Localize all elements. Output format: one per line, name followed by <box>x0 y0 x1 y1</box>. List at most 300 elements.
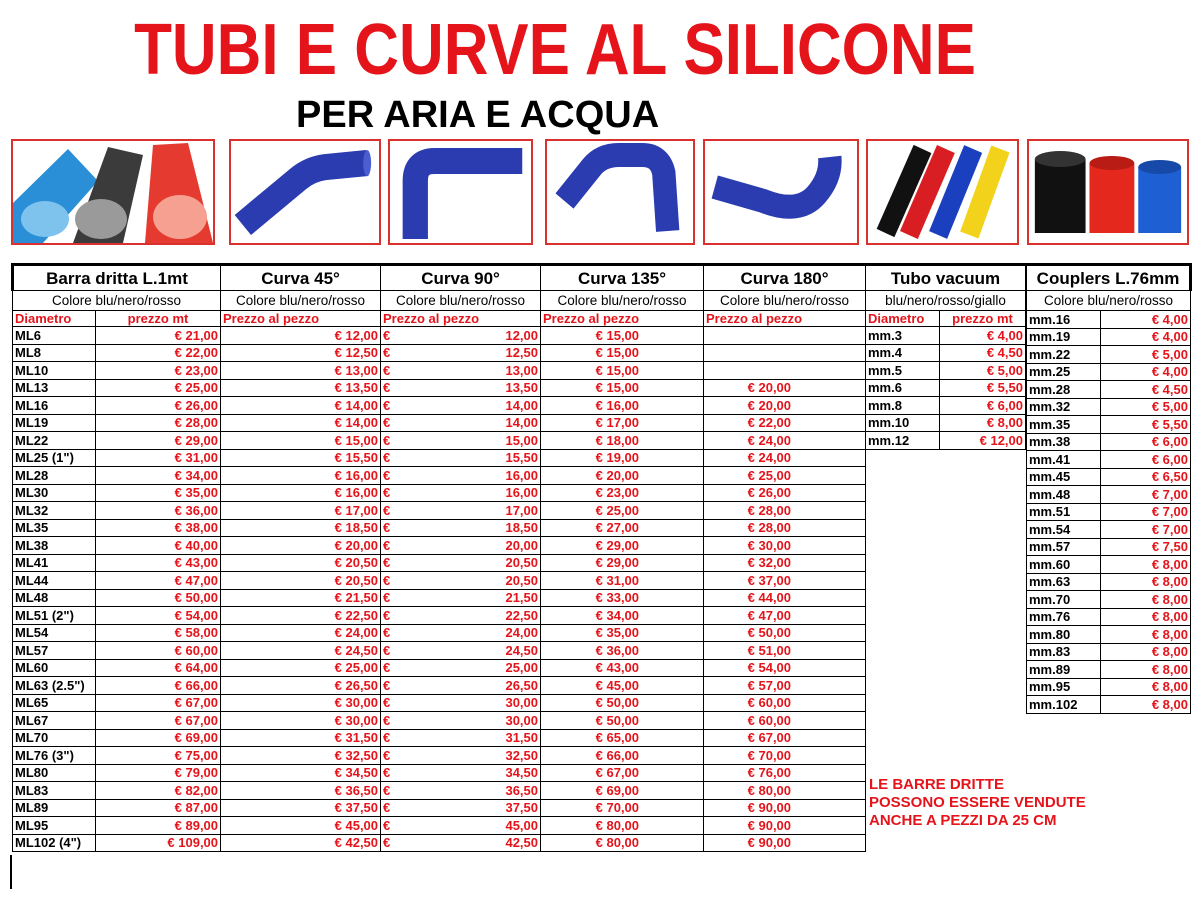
table-row <box>1027 626 1191 644</box>
price-cell: € 8,00 <box>1101 608 1191 626</box>
table-row <box>13 537 866 555</box>
euro-sign-cell: € <box>381 729 400 747</box>
size-cell: ML83 <box>13 782 96 800</box>
price-c180-cell: € 80,00 <box>704 782 866 800</box>
table-row <box>1027 556 1191 574</box>
price-c135-cell: € 65,00 <box>541 729 704 747</box>
price-c135-cell: € 43,00 <box>541 659 704 677</box>
size-cell: ML57 <box>13 642 96 660</box>
euro-sign-cell: € <box>381 624 400 642</box>
price-cell: € 7,00 <box>1101 503 1191 521</box>
price-barra-cell: € 109,00 <box>96 834 221 852</box>
price-c180-cell: € 60,00 <box>704 712 866 730</box>
size-cell: mm.38 <box>1027 433 1101 451</box>
couplers-table-body <box>1027 311 1191 714</box>
price-barra-cell: € 34,00 <box>96 467 221 485</box>
euro-sign-cell: € <box>381 344 400 362</box>
price-barra-cell: € 64,00 <box>96 659 221 677</box>
price-c135-cell: € 80,00 <box>541 817 704 835</box>
euro-sign-cell: € <box>381 554 400 572</box>
size-cell: ML19 <box>13 414 96 432</box>
sub-barra: Colore blu/nero/rosso <box>13 291 221 311</box>
euro-sign-cell: € <box>381 589 400 607</box>
size-cell: ML70 <box>13 729 96 747</box>
price-cell: € 8,00 <box>1101 643 1191 661</box>
table-row <box>13 554 866 572</box>
price-barra-cell: € 23,00 <box>96 362 221 380</box>
size-cell: mm.4 <box>866 344 940 362</box>
euro-sign-cell: € <box>381 834 400 852</box>
sub-c45: Colore blu/nero/rosso <box>221 291 381 311</box>
table-row <box>13 572 866 590</box>
price-c90-cell: 42,50 <box>400 834 541 852</box>
price-c135-cell: € 34,00 <box>541 607 704 625</box>
price-c45-cell: € 16,00 <box>221 484 381 502</box>
price-c45-cell: € 36,50 <box>221 782 381 800</box>
table-row <box>13 589 866 607</box>
size-cell: mm.89 <box>1027 661 1101 679</box>
price-barra-cell: € 35,00 <box>96 484 221 502</box>
table-row <box>1027 328 1191 346</box>
price-c180-cell: € 37,00 <box>704 572 866 590</box>
price-c90-cell: 13,50 <box>400 379 541 397</box>
price-c45-cell: € 24,50 <box>221 642 381 660</box>
euro-sign-cell: € <box>381 327 400 345</box>
price-c45-cell: € 37,50 <box>221 799 381 817</box>
price-c180-cell: € 70,00 <box>704 747 866 765</box>
price-c180-cell: € 44,00 <box>704 589 866 607</box>
price-c45-cell: € 34,50 <box>221 764 381 782</box>
elbow-45-image <box>229 139 381 245</box>
price-c90-cell: 16,00 <box>400 467 541 485</box>
price-c135-cell: € 15,00 <box>541 327 704 345</box>
table-row <box>866 397 1026 415</box>
header-c90: Curva 90° <box>381 265 541 291</box>
table-row <box>1027 486 1191 504</box>
price-barra-cell: € 60,00 <box>96 642 221 660</box>
size-cell: mm.6 <box>866 379 940 397</box>
table-row <box>13 502 866 520</box>
price-c180-cell: € 76,00 <box>704 764 866 782</box>
price-c45-cell: € 32,50 <box>221 747 381 765</box>
price-c180-cell: € 28,00 <box>704 519 866 537</box>
euro-sign-cell: € <box>381 502 400 520</box>
label-prezzo-mt: prezzo mt <box>96 311 221 327</box>
price-cell: € 8,00 <box>1101 678 1191 696</box>
vacuum-hoses-image <box>866 139 1019 245</box>
note-line: ANCHE A PEZZI DA 25 CM <box>869 812 1057 829</box>
table-row <box>866 362 1026 380</box>
table-row <box>1027 346 1191 364</box>
euro-sign-cell: € <box>381 397 400 415</box>
size-cell: mm.45 <box>1027 468 1101 486</box>
euro-sign-cell: € <box>381 607 400 625</box>
size-cell: mm.48 <box>1027 486 1101 504</box>
size-cell: ML41 <box>13 554 96 572</box>
price-c180-cell: € 24,00 <box>704 449 866 467</box>
table-row <box>1027 608 1191 626</box>
price-c180-cell: € 32,00 <box>704 554 866 572</box>
size-cell: ML51 (2") <box>13 607 96 625</box>
table-row <box>866 344 1026 362</box>
table-row <box>13 799 866 817</box>
price-barra-cell: € 58,00 <box>96 624 221 642</box>
price-barra-cell: € 21,00 <box>96 327 221 345</box>
price-c180-cell: € 57,00 <box>704 677 866 695</box>
size-cell: mm.63 <box>1027 573 1101 591</box>
price-barra-cell: € 82,00 <box>96 782 221 800</box>
price-c135-cell: € 31,00 <box>541 572 704 590</box>
price-c90-cell: 24,00 <box>400 624 541 642</box>
price-c135-cell: € 35,00 <box>541 624 704 642</box>
price-c180-cell: € 90,00 <box>704 817 866 835</box>
table-row <box>1027 573 1191 591</box>
size-cell: ML30 <box>13 484 96 502</box>
price-c180-cell: € 25,00 <box>704 467 866 485</box>
size-cell: ML48 <box>13 589 96 607</box>
sub-c90: Colore blu/nero/rosso <box>381 291 541 311</box>
table-row <box>1027 503 1191 521</box>
price-c45-cell: € 13,50 <box>221 379 381 397</box>
vacuum-price-table <box>865 263 1026 450</box>
table-row <box>13 607 866 625</box>
price-c180-cell: € 90,00 <box>704 834 866 852</box>
price-c45-cell: € 30,00 <box>221 694 381 712</box>
size-cell: ML25 (1") <box>13 449 96 467</box>
size-cell: ML28 <box>13 467 96 485</box>
size-cell: mm.57 <box>1027 538 1101 556</box>
price-c135-cell: € 80,00 <box>541 834 704 852</box>
header-c45: Curva 45° <box>221 265 381 291</box>
note-line: LE BARRE DRITTE <box>869 776 1004 793</box>
couplers-image <box>1027 139 1189 245</box>
price-c90-cell: 31,50 <box>400 729 541 747</box>
price-barra-cell: € 69,00 <box>96 729 221 747</box>
size-cell: mm.5 <box>866 362 940 380</box>
table-row <box>13 834 866 852</box>
table-row <box>13 432 866 450</box>
price-c135-cell: € 50,00 <box>541 712 704 730</box>
size-cell: mm.35 <box>1027 416 1101 434</box>
price-c45-cell: € 14,00 <box>221 414 381 432</box>
price-cell: € 8,00 <box>940 414 1026 432</box>
euro-sign-cell: € <box>381 432 400 450</box>
price-cell: € 5,00 <box>1101 346 1191 364</box>
size-cell: ML16 <box>13 397 96 415</box>
price-c135-cell: € 33,00 <box>541 589 704 607</box>
price-c180-cell <box>704 344 866 362</box>
price-c135-cell: € 69,00 <box>541 782 704 800</box>
euro-sign-cell: € <box>381 449 400 467</box>
price-cell: € 7,50 <box>1101 538 1191 556</box>
elbow-180-image <box>703 139 859 245</box>
price-c135-cell: € 66,00 <box>541 747 704 765</box>
price-c45-cell: € 13,00 <box>221 362 381 380</box>
label-diametro: Diametro <box>13 311 96 327</box>
size-cell: ML95 <box>13 817 96 835</box>
price-barra-cell: € 87,00 <box>96 799 221 817</box>
table-row <box>1027 591 1191 609</box>
price-cell: € 7,00 <box>1101 521 1191 539</box>
sub-couplers: Colore blu/nero/rosso <box>1027 291 1191 311</box>
price-cell: € 8,00 <box>1101 626 1191 644</box>
table-row <box>13 379 866 397</box>
price-c180-cell: € 67,00 <box>704 729 866 747</box>
label-prezzo-pezzo-45: Prezzo al pezzo <box>221 311 381 327</box>
price-c90-cell: 18,50 <box>400 519 541 537</box>
elbow-135-image <box>545 139 695 245</box>
price-cell: € 12,00 <box>940 432 1026 450</box>
price-cell: € 4,00 <box>1101 328 1191 346</box>
euro-sign-cell: € <box>381 747 400 765</box>
price-c45-cell: € 16,00 <box>221 467 381 485</box>
size-cell: ML8 <box>13 344 96 362</box>
table-row <box>13 362 866 380</box>
price-c135-cell: € 15,00 <box>541 379 704 397</box>
size-cell: mm.60 <box>1027 556 1101 574</box>
main-price-table <box>11 263 866 852</box>
price-barra-cell: € 54,00 <box>96 607 221 625</box>
table-row <box>13 659 866 677</box>
price-c135-cell: € 50,00 <box>541 694 704 712</box>
size-cell: ML44 <box>13 572 96 590</box>
size-cell: mm.16 <box>1027 311 1101 329</box>
table-row <box>866 327 1026 345</box>
price-c90-cell: 17,00 <box>400 502 541 520</box>
price-c180-cell: € 20,00 <box>704 397 866 415</box>
price-c45-cell: € 30,00 <box>221 712 381 730</box>
price-c90-cell: 20,50 <box>400 572 541 590</box>
price-c45-cell: € 15,00 <box>221 432 381 450</box>
price-c180-cell: € 47,00 <box>704 607 866 625</box>
price-c135-cell: € 19,00 <box>541 449 704 467</box>
table-row <box>13 764 866 782</box>
price-barra-cell: € 29,00 <box>96 432 221 450</box>
header-vacuum: Tubo vacuum <box>866 265 1026 291</box>
euro-sign-cell: € <box>381 817 400 835</box>
size-cell: ML65 <box>13 694 96 712</box>
size-cell: ML102 (4") <box>13 834 96 852</box>
price-c135-cell: € 45,00 <box>541 677 704 695</box>
note-text <box>869 776 1086 830</box>
euro-sign-cell: € <box>381 642 400 660</box>
table-row <box>13 677 866 695</box>
size-cell: ML38 <box>13 537 96 555</box>
size-cell: mm.95 <box>1027 678 1101 696</box>
price-cell: € 4,00 <box>1101 311 1191 329</box>
euro-sign-cell: € <box>381 694 400 712</box>
page-title: TUBI E CURVE AL SILICONE <box>134 10 976 90</box>
table-row <box>1027 363 1191 381</box>
price-c90-cell: 32,50 <box>400 747 541 765</box>
elbow-90-image <box>388 139 533 245</box>
price-c180-cell <box>704 362 866 380</box>
table-row <box>13 729 866 747</box>
euro-sign-cell: € <box>381 799 400 817</box>
size-cell: ML67 <box>13 712 96 730</box>
price-c90-cell: 14,00 <box>400 414 541 432</box>
vacuum-table-body <box>866 327 1026 450</box>
price-barra-cell: € 43,00 <box>96 554 221 572</box>
label-prezzo-mt-vacuum: prezzo mt <box>940 311 1026 327</box>
sub-vacuum: blu/nero/rosso/giallo <box>866 291 1026 311</box>
size-cell: ML63 (2.5") <box>13 677 96 695</box>
price-c180-cell: € 51,00 <box>704 642 866 660</box>
table-row <box>1027 416 1191 434</box>
price-cell: € 8,00 <box>1101 591 1191 609</box>
size-cell: ML13 <box>13 379 96 397</box>
page-subtitle: PER ARIA E ACQUA <box>296 94 660 136</box>
price-c90-cell: 20,50 <box>400 554 541 572</box>
label-diametro-vacuum: Diametro <box>866 311 940 327</box>
main-table-body <box>13 327 866 852</box>
price-barra-cell: € 79,00 <box>96 764 221 782</box>
table-row <box>13 694 866 712</box>
price-c180-cell: € 24,00 <box>704 432 866 450</box>
size-cell: mm.25 <box>1027 363 1101 381</box>
size-cell: mm.70 <box>1027 591 1101 609</box>
table-row <box>13 327 866 345</box>
size-cell: ML35 <box>13 519 96 537</box>
table-row <box>1027 643 1191 661</box>
price-c180-cell: € 50,00 <box>704 624 866 642</box>
size-cell: mm.32 <box>1027 398 1101 416</box>
price-c135-cell: € 29,00 <box>541 537 704 555</box>
size-cell: mm.51 <box>1027 503 1101 521</box>
price-c90-cell: 15,00 <box>400 432 541 450</box>
size-cell: mm.3 <box>866 327 940 345</box>
price-c180-cell: € 54,00 <box>704 659 866 677</box>
euro-sign-cell: € <box>381 572 400 590</box>
header-barra: Barra dritta L.1mt <box>13 265 221 291</box>
price-cell: € 5,00 <box>1101 398 1191 416</box>
price-barra-cell: € 31,00 <box>96 449 221 467</box>
size-cell: mm.102 <box>1027 696 1101 714</box>
price-cell: € 5,50 <box>1101 416 1191 434</box>
price-cell: € 4,00 <box>1101 363 1191 381</box>
couplers-price-table <box>1026 263 1192 714</box>
price-c90-cell: 25,00 <box>400 659 541 677</box>
price-cell: € 7,00 <box>1101 486 1191 504</box>
price-cell: € 5,50 <box>940 379 1026 397</box>
price-c45-cell: € 24,00 <box>221 624 381 642</box>
header-c135: Curva 135° <box>541 265 704 291</box>
price-c90-cell: 20,00 <box>400 537 541 555</box>
price-c45-cell: € 26,50 <box>221 677 381 695</box>
price-c90-cell: 36,50 <box>400 782 541 800</box>
price-c45-cell: € 20,00 <box>221 537 381 555</box>
price-barra-cell: € 66,00 <box>96 677 221 695</box>
price-c45-cell: € 20,50 <box>221 554 381 572</box>
note-line: POSSONO ESSERE VENDUTE <box>869 794 1086 811</box>
price-c90-cell: 34,50 <box>400 764 541 782</box>
price-c90-cell: 15,50 <box>400 449 541 467</box>
price-c180-cell: € 90,00 <box>704 799 866 817</box>
price-c180-cell: € 22,00 <box>704 414 866 432</box>
price-c90-cell: 22,50 <box>400 607 541 625</box>
price-c90-cell: 12,00 <box>400 327 541 345</box>
price-c90-cell: 37,50 <box>400 799 541 817</box>
price-c135-cell: € 15,00 <box>541 362 704 380</box>
price-c135-cell: € 16,00 <box>541 397 704 415</box>
euro-sign-cell: € <box>381 712 400 730</box>
table-row <box>13 782 866 800</box>
table-row <box>1027 538 1191 556</box>
label-prezzo-pezzo-180: Prezzo al pezzo <box>704 311 866 327</box>
sub-c135: Colore blu/nero/rosso <box>541 291 704 311</box>
euro-sign-cell: € <box>381 484 400 502</box>
price-c135-cell: € 15,00 <box>541 344 704 362</box>
price-c45-cell: € 45,00 <box>221 817 381 835</box>
table-row <box>1027 433 1191 451</box>
price-c180-cell: € 28,00 <box>704 502 866 520</box>
table-row <box>13 747 866 765</box>
table-row <box>13 414 866 432</box>
euro-sign-cell: € <box>381 362 400 380</box>
price-c90-cell: 30,00 <box>400 712 541 730</box>
euro-sign-cell: € <box>381 414 400 432</box>
price-barra-cell: € 40,00 <box>96 537 221 555</box>
price-c90-cell: 12,50 <box>400 344 541 362</box>
table-row <box>866 432 1026 450</box>
size-cell: mm.10 <box>866 414 940 432</box>
price-c45-cell: € 14,00 <box>221 397 381 415</box>
price-barra-cell: € 67,00 <box>96 712 221 730</box>
price-cell: € 4,50 <box>940 344 1026 362</box>
table-row <box>13 519 866 537</box>
price-c45-cell: € 12,50 <box>221 344 381 362</box>
price-cell: € 6,00 <box>940 397 1026 415</box>
price-c180-cell: € 60,00 <box>704 694 866 712</box>
table-row <box>13 624 866 642</box>
price-c135-cell: € 23,00 <box>541 484 704 502</box>
price-barra-cell: € 28,00 <box>96 414 221 432</box>
table-row <box>1027 311 1191 329</box>
table-row <box>1027 678 1191 696</box>
euro-sign-cell: € <box>381 677 400 695</box>
price-barra-cell: € 50,00 <box>96 589 221 607</box>
euro-sign-cell: € <box>381 782 400 800</box>
price-c90-cell: 13,00 <box>400 362 541 380</box>
price-c135-cell: € 27,00 <box>541 519 704 537</box>
price-cell: € 8,00 <box>1101 661 1191 679</box>
table-row <box>1027 398 1191 416</box>
price-c45-cell: € 21,50 <box>221 589 381 607</box>
price-c180-cell <box>704 327 866 345</box>
header-c180: Curva 180° <box>704 265 866 291</box>
price-cell: € 6,50 <box>1101 468 1191 486</box>
price-c135-cell: € 17,00 <box>541 414 704 432</box>
price-barra-cell: € 89,00 <box>96 817 221 835</box>
price-c45-cell: € 17,00 <box>221 502 381 520</box>
sub-c180: Colore blu/nero/rosso <box>704 291 866 311</box>
size-cell: ML54 <box>13 624 96 642</box>
price-cell: € 6,00 <box>1101 433 1191 451</box>
price-c135-cell: € 25,00 <box>541 502 704 520</box>
price-c180-cell: € 26,00 <box>704 484 866 502</box>
euro-sign-cell: € <box>381 659 400 677</box>
table-row <box>13 344 866 362</box>
size-cell: ML89 <box>13 799 96 817</box>
size-cell: mm.76 <box>1027 608 1101 626</box>
table-row <box>13 817 866 835</box>
price-c135-cell: € 18,00 <box>541 432 704 450</box>
price-barra-cell: € 22,00 <box>96 344 221 362</box>
price-c90-cell: 21,50 <box>400 589 541 607</box>
label-prezzo-pezzo-135: Prezzo al pezzo <box>541 311 704 327</box>
price-c135-cell: € 36,00 <box>541 642 704 660</box>
size-cell: mm.8 <box>866 397 940 415</box>
